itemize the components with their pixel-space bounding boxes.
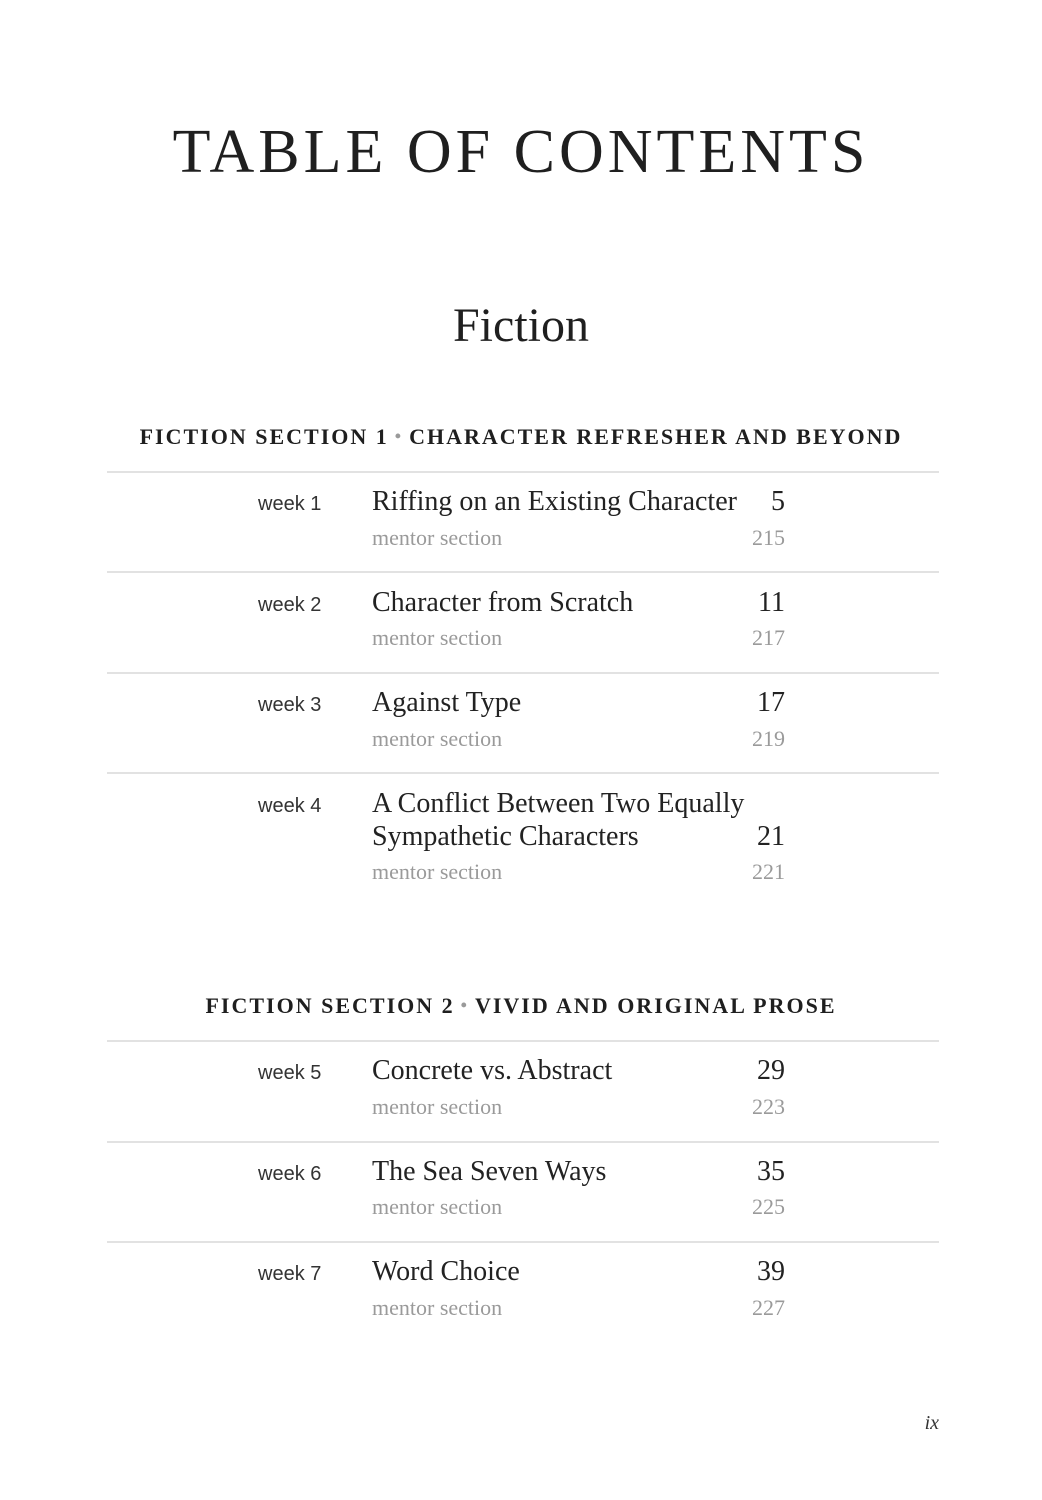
- week-label: week 2: [258, 594, 322, 616]
- week-label: week 7: [258, 1263, 322, 1285]
- entry-title[interactable]: Word Choice: [372, 1256, 520, 1287]
- entry-title-line-1[interactable]: A Conflict Between Two Equally: [372, 788, 745, 819]
- mentor-section-label[interactable]: mentor section: [372, 625, 503, 650]
- mentor-page-number: 217: [752, 625, 785, 650]
- entry-page-number: 17: [757, 687, 785, 718]
- entry-title[interactable]: Riffing on an Existing Character: [372, 486, 737, 517]
- mentor-section-label[interactable]: mentor section: [372, 859, 503, 884]
- entry-title[interactable]: Against Type: [372, 687, 522, 718]
- entry-title[interactable]: The Sea Seven Ways: [372, 1156, 607, 1187]
- mentor-page-number: 221: [752, 859, 785, 884]
- entry-title[interactable]: Concrete vs. Abstract: [372, 1055, 613, 1086]
- section-name: VIVID AND ORIGINAL PROSE: [474, 993, 837, 1018]
- divider: [107, 1241, 939, 1243]
- mentor-section-label[interactable]: mentor section: [372, 525, 503, 550]
- section-heading: [0, 995, 1042, 1017]
- week-label: week 5: [258, 1062, 322, 1084]
- divider: [107, 571, 939, 573]
- bullet-dot: •: [460, 995, 469, 1015]
- divider: [107, 672, 939, 674]
- mentor-section-label[interactable]: mentor section: [372, 726, 503, 751]
- mentor-page-number: 223: [752, 1094, 785, 1119]
- entry-page-number: 5: [771, 486, 785, 517]
- section-heading: [0, 426, 1042, 448]
- mentor-section-label[interactable]: mentor section: [372, 1094, 503, 1119]
- divider: [107, 1040, 939, 1042]
- section-name: CHARACTER REFRESHER AND BEYOND: [409, 424, 903, 449]
- week-label: week 3: [258, 694, 322, 716]
- entry-page-number: 11: [758, 587, 785, 618]
- week-label: week 1: [258, 493, 322, 515]
- page-title: TABLE OF CONTENTS: [172, 118, 870, 186]
- divider: [107, 471, 939, 473]
- section-label: FICTION SECTION 2: [205, 993, 455, 1018]
- page-folio: ix: [924, 1412, 939, 1434]
- bullet-dot: •: [394, 426, 404, 446]
- mentor-page-number: 227: [752, 1295, 785, 1320]
- week-label: week 6: [258, 1163, 322, 1185]
- mentor-page-number: 225: [752, 1194, 785, 1219]
- entry-page-number: 21: [757, 821, 785, 852]
- mentor-page-number: 219: [752, 726, 785, 751]
- section-label: FICTION SECTION 1: [139, 424, 389, 449]
- mentor-section-label[interactable]: mentor section: [372, 1295, 503, 1320]
- mentor-page-number: 215: [752, 525, 785, 550]
- entry-title[interactable]: Character from Scratch: [372, 587, 634, 618]
- mentor-section-label[interactable]: mentor section: [372, 1194, 503, 1219]
- entry-page-number: 35: [757, 1156, 785, 1187]
- part-title: Fiction: [452, 299, 589, 352]
- entry-page-number: 29: [757, 1055, 785, 1086]
- entry-page-number: 39: [757, 1256, 785, 1287]
- week-label: week 4: [258, 795, 322, 817]
- entry-title-line-2[interactable]: Sympathetic Characters: [372, 821, 639, 852]
- divider: [107, 772, 939, 774]
- divider: [107, 1141, 939, 1143]
